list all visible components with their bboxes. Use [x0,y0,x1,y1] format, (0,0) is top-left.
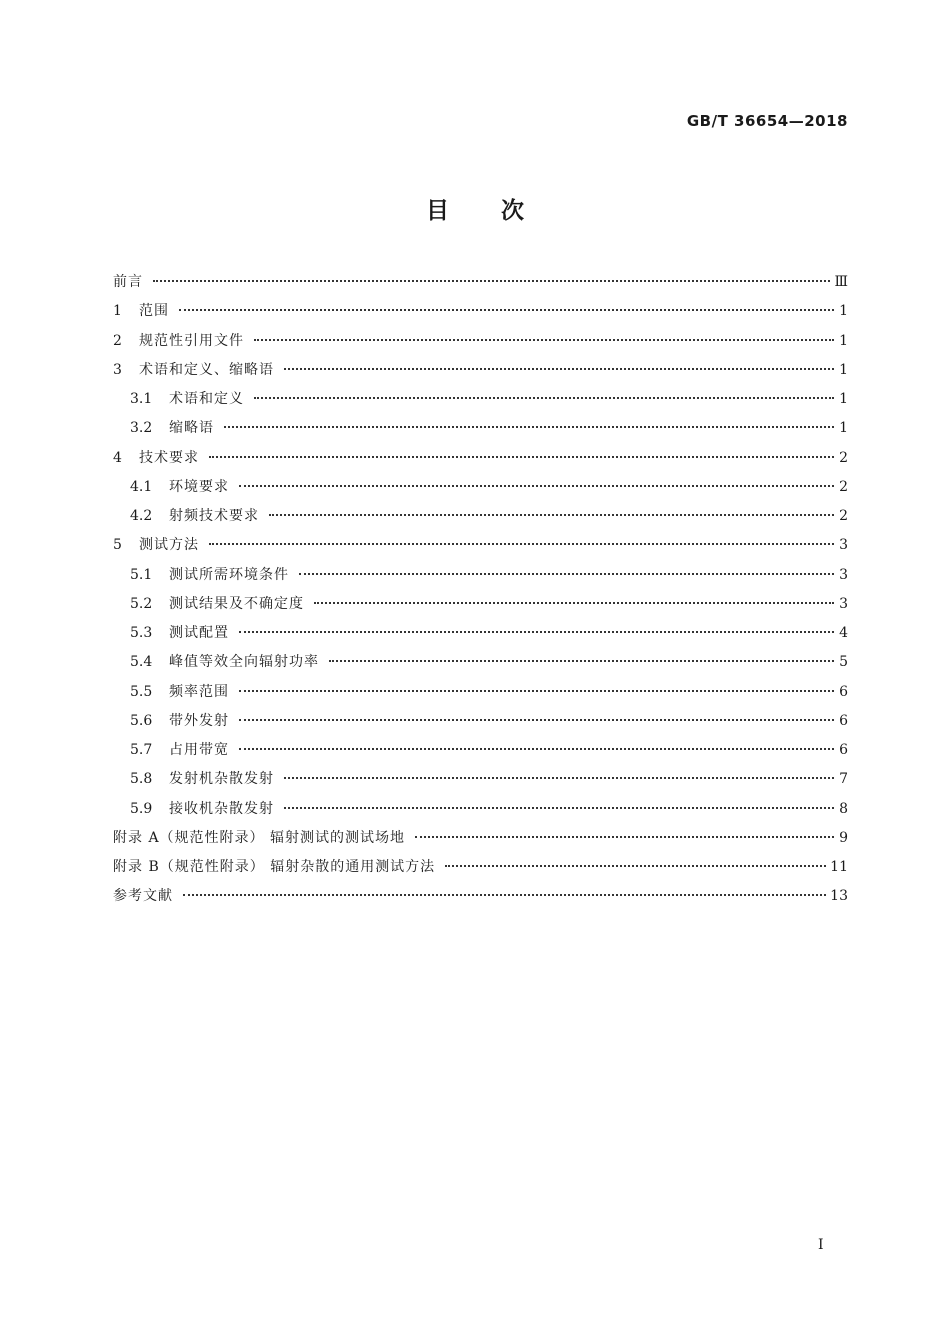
toc-entry-number: 4.2 [130,508,153,524]
toc-entry-page: 1 [839,420,848,437]
toc-entry-label: 测试结果及不确定度 [169,595,304,612]
toc-entry-page: 4 [839,625,848,641]
toc-entry-label: 带外发射 [169,712,229,729]
toc-entry-label: 前言 [113,274,143,290]
toc-entry-page: 9 [839,829,848,846]
toc-entry-number: 5.5 [130,683,153,700]
toc-title: 目次 [426,198,576,224]
toc-entry-number: 5.1 [130,566,153,583]
toc-entry-page: 7 [839,771,848,788]
toc-dot-leader [239,617,834,633]
toc-entry-number: 5.6 [130,712,153,729]
toc-entry-number: 2 [113,332,122,349]
table-of-contents [113,270,848,914]
toc-entry-label: 附录 B（规范性附录） 辐射杂散的通用测试方法 [113,859,436,875]
toc-entry-label: 术语和定义 [169,391,244,407]
toc-entry-page: 11 [830,859,848,875]
toc-entry-page: 8 [839,800,848,817]
toc-entry-page: 2 [839,508,848,524]
toc-entry-label: 峰值等效全向辐射功率 [169,654,319,671]
toc-dot-leader [284,354,834,370]
toc-entry-label: 技术要求 [139,449,199,466]
toc-entry-number: 5.7 [130,742,153,758]
toc-dot-leader [239,676,834,692]
toc-entry-label: 缩略语 [169,420,214,437]
toc-entry-label: 附录 A（规范性附录） 辐射测试的测试场地 [113,829,406,846]
toc-dot-leader [269,500,834,516]
toc-dot-leader [314,588,834,604]
toc-entry[interactable] [113,884,848,913]
toc-dot-leader [183,880,826,896]
toc-entry-page: 13 [830,888,848,905]
toc-dot-leader [445,851,826,867]
toc-dot-leader [254,383,834,399]
toc-entry-label: 术语和定义、缩略语 [139,361,274,378]
toc-dot-leader [239,471,834,487]
toc-entry-page: 3 [839,566,848,583]
toc-dot-leader [299,559,834,575]
toc-dot-leader [153,266,830,282]
toc-entry-label: 占用带宽 [169,742,229,758]
toc-entry-number: 4.1 [130,478,153,495]
toc-entry-page: 1 [839,391,848,407]
toc-entry-number: 3.2 [130,420,153,437]
toc-entry-page: Ⅲ [834,274,848,290]
toc-entry-label: 环境要求 [169,478,229,495]
toc-dot-leader [239,734,834,750]
toc-entry-label: 接收机杂散发射 [169,800,274,817]
toc-dot-leader [239,705,834,721]
toc-entry-page: 6 [839,742,848,758]
toc-entry-number: 3 [113,361,122,378]
toc-entry-page: 3 [839,537,848,554]
toc-entry-number: 4 [113,449,122,466]
toc-entry-number: 5.9 [130,800,153,817]
toc-entry-label: 测试配置 [169,625,229,641]
toc-dot-leader [329,646,834,662]
toc-dot-leader [209,442,834,458]
toc-dot-leader [209,529,834,545]
toc-dot-leader [254,325,834,341]
toc-entry-number: 5.8 [130,771,153,788]
toc-entry-number: 3.1 [130,391,153,407]
toc-entry-number: 5.2 [130,595,153,612]
toc-entry-label: 发射机杂散发射 [169,771,274,788]
toc-entry-number: 1 [113,303,122,320]
toc-entry-page: 3 [839,595,848,612]
toc-entry-page: 2 [839,449,848,466]
toc-entry-page: 5 [839,654,848,671]
toc-dot-leader [284,763,834,779]
toc-dot-leader [284,793,834,809]
toc-entry-label: 频率范围 [169,683,229,700]
toc-entry-page: 2 [839,478,848,495]
toc-entry-label: 参考文献 [113,888,173,905]
toc-entry-label: 测试方法 [139,537,199,554]
toc-entry-label: 规范性引用文件 [139,332,244,349]
toc-entry-number: 5.3 [130,625,153,641]
toc-entry-page: 1 [839,332,848,349]
page-number: I [818,1237,824,1253]
toc-entry-number: 5.4 [130,654,153,671]
toc-dot-leader [224,412,834,428]
toc-entry-label: 测试所需环境条件 [169,566,289,583]
toc-entry-page: 1 [839,361,848,378]
toc-entry-label: 射频技术要求 [169,508,259,524]
toc-entry-page: 1 [839,303,848,320]
toc-dot-leader [415,822,834,838]
toc-entry-number: 5 [113,537,122,554]
toc-entry-page: 6 [839,683,848,700]
toc-entry-label: 范围 [139,303,169,320]
toc-dot-leader [179,295,834,311]
toc-entry-page: 6 [839,712,848,729]
standard-number: GB/T 36654—2018 [686,112,848,130]
